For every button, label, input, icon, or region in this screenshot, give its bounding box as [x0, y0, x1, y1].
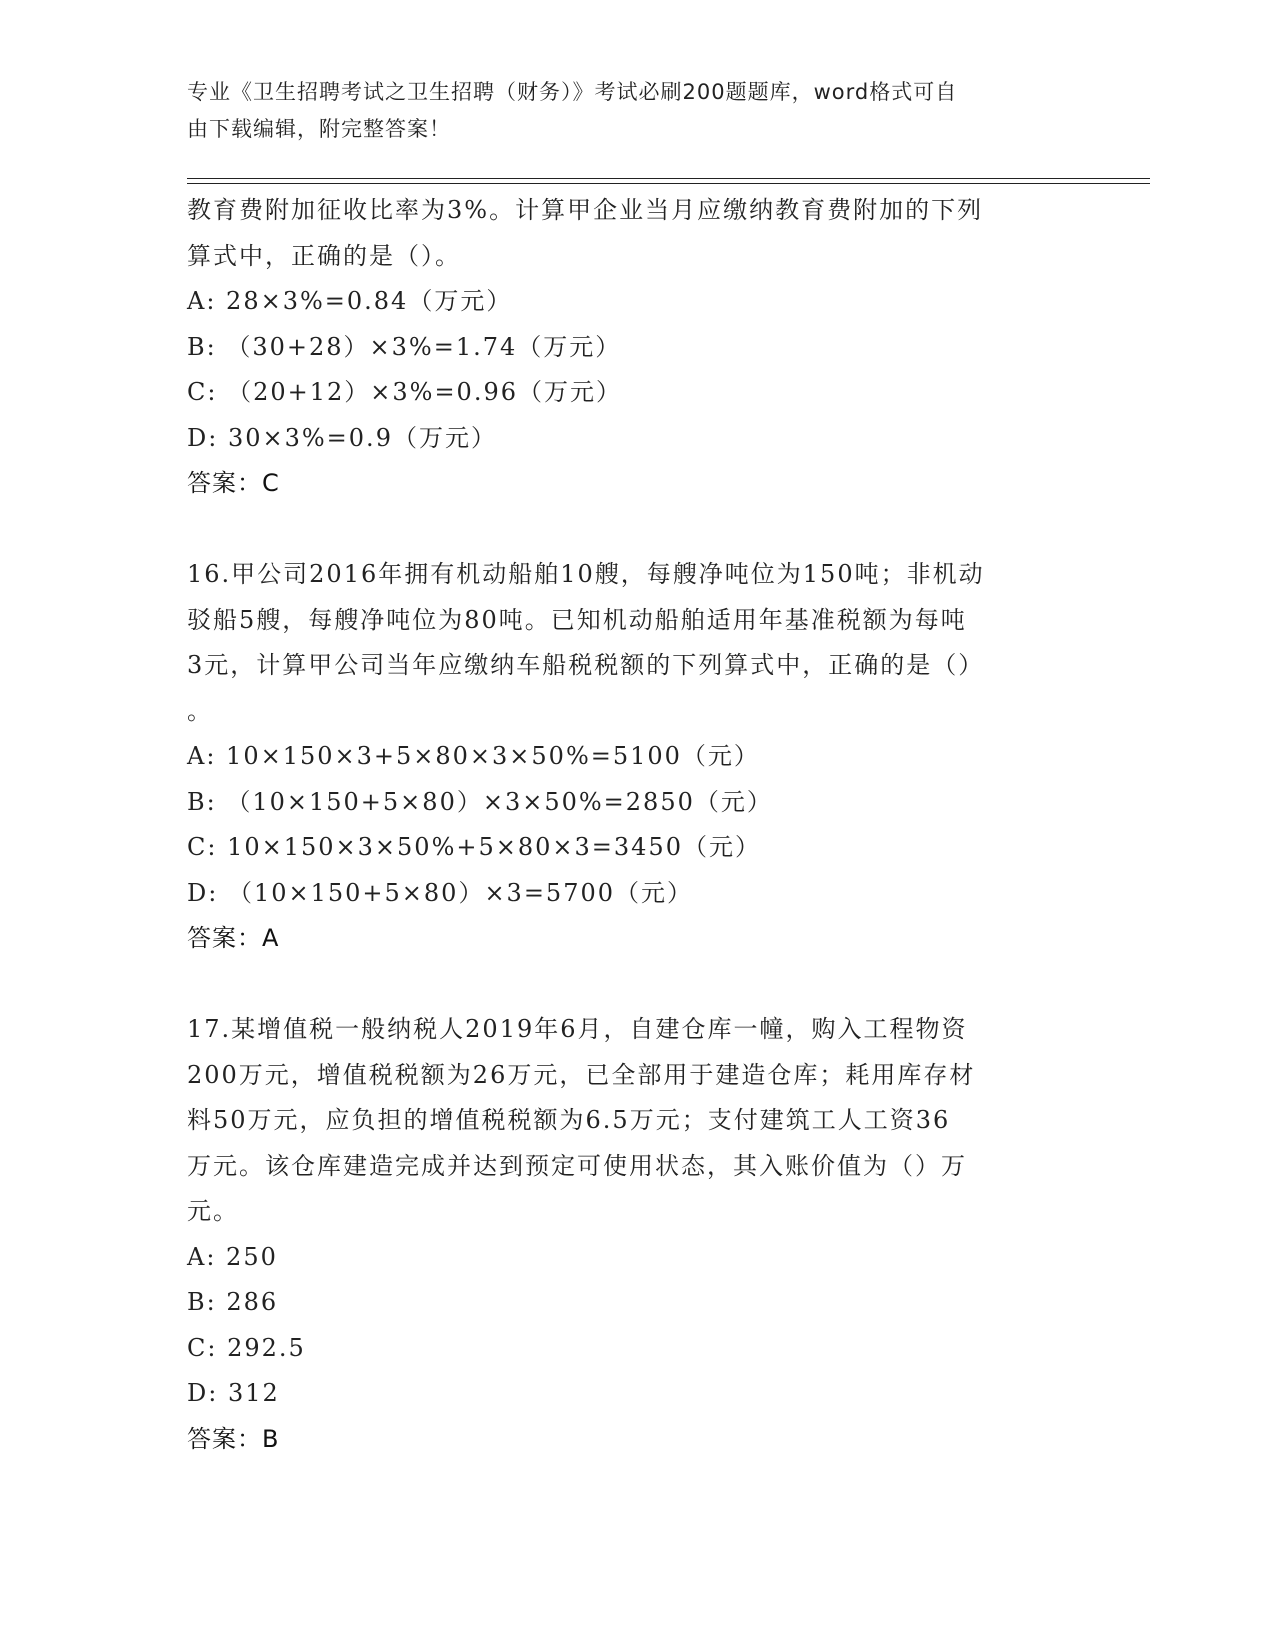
option-b: B: 286	[187, 1288, 279, 1316]
question-item	[187, 188, 1087, 507]
option-c: C: 10×150×3×50%+5×80×3=3450（元）	[187, 833, 761, 861]
option-d: D: 30×3%=0.9（万元）	[187, 423, 497, 452]
question-spacer	[187, 507, 1087, 553]
option-d: D: （10×150+5×80）×3=5700（元）	[187, 878, 694, 907]
question-spacer	[187, 962, 1087, 1008]
question-stem-line: 算式中，正确的是（）。	[187, 241, 461, 270]
question-stem-line: 17.某增值税一般纳税人2019年6月，自建仓库一幢，购入工程物资	[187, 1015, 968, 1043]
header-line-1: 专业《卫生招聘考试之卫生招聘（财务）》考试必刷200题题库，word格式可自	[187, 80, 958, 104]
question-stem-line: 。	[187, 696, 213, 725]
option-c: C: （20+12）×3%=0.96（万元）	[187, 378, 622, 406]
header-rule-bottom	[187, 183, 1150, 184]
header-line-2: 由下载编辑，附完整答案！	[187, 117, 451, 141]
question-stem-line: 教育费附加征收比率为3%。计算甲企业当月应缴纳教育费附加的下列	[187, 196, 984, 224]
option-c: C: 292.5	[187, 1333, 306, 1362]
header-rule-top	[187, 178, 1150, 179]
question-stem-line: 万元。该仓库建造完成并达到预定可使用状态，其入账价值为（）万	[187, 1151, 967, 1180]
option-a: A: 250	[187, 1242, 278, 1271]
question-item	[187, 1007, 1087, 1462]
answer-label: 答案：B	[187, 1424, 280, 1453]
option-a: A: 10×150×3+5×80×3×50%=5100（元）	[187, 742, 760, 770]
question-stem-line: 驳船5艘，每艘净吨位为80吨。已知机动船舶适用年基准税额为每吨	[187, 605, 967, 634]
answer-label: 答案：C	[187, 469, 280, 497]
question-stem-line: 元。	[187, 1197, 239, 1225]
option-b: B: （10×150+5×80）×3×50%=2850（元）	[187, 787, 773, 816]
question-item	[187, 552, 1087, 962]
option-d: D: 312	[187, 1379, 280, 1407]
question-stem-line: 3元，计算甲公司当年应缴纳车船税税额的下列算式中，正确的是（）	[187, 651, 985, 679]
document-header	[187, 74, 1067, 148]
question-list	[187, 188, 1087, 1462]
question-stem-line: 16.甲公司2016年拥有机动船舶10艘，每艘净吨位为150吨；非机动	[187, 560, 985, 588]
option-b: B: （30+28）×3%=1.74（万元）	[187, 332, 622, 361]
option-a: A: 28×3%=0.84（万元）	[187, 287, 513, 315]
question-stem-line: 料50万元，应负担的增值税税额为6.5万元；支付建筑工人工资36	[187, 1106, 951, 1134]
answer-label: 答案：A	[187, 924, 280, 952]
question-stem-line: 200万元，增值税税额为26万元，已全部用于建造仓库；耗用库存材	[187, 1060, 976, 1089]
